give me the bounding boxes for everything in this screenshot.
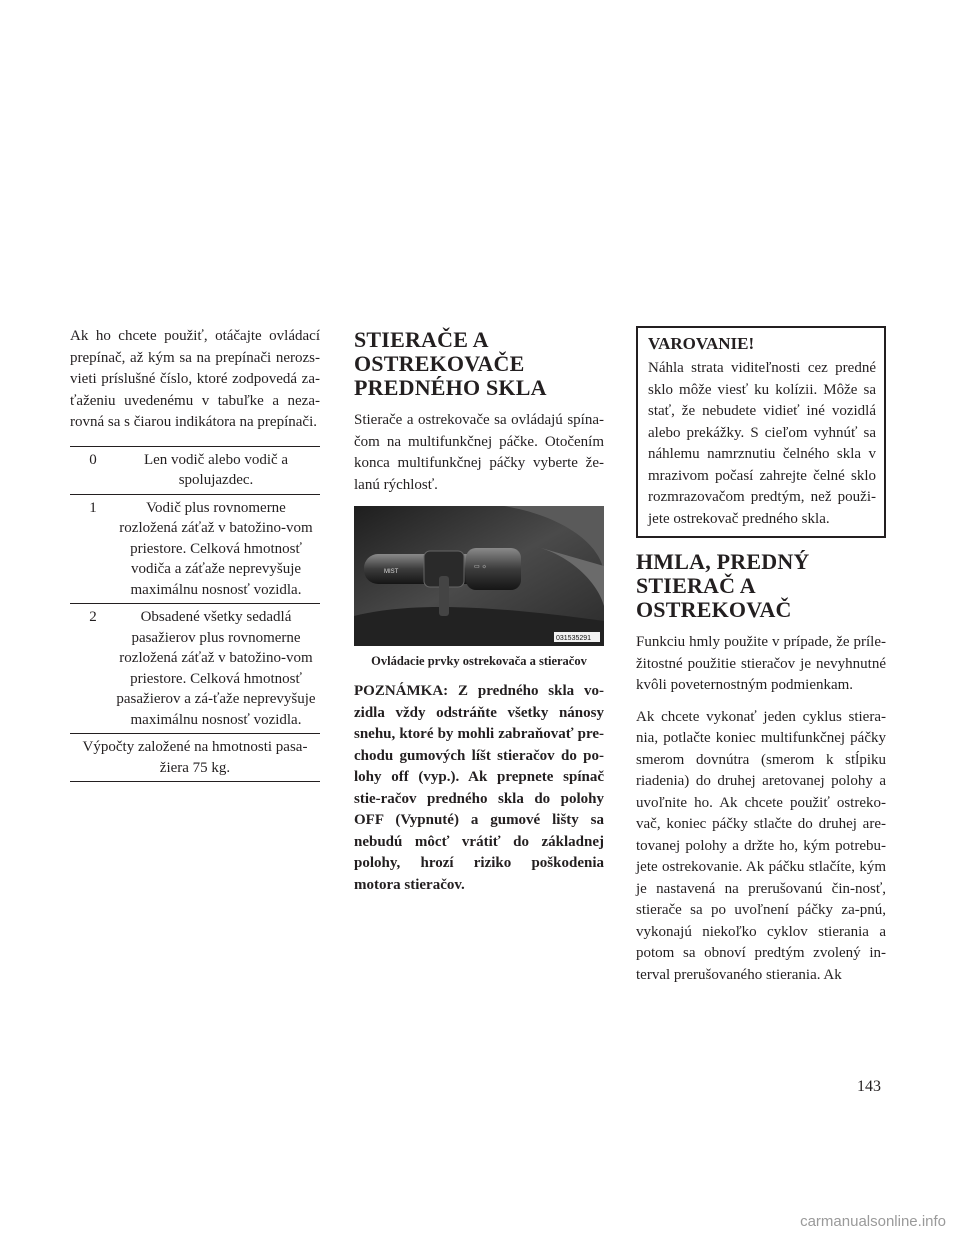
load-table xyxy=(70,446,320,783)
table-cell-num: 2 xyxy=(70,604,116,734)
figure-caption: Ovládacie prvky ostrekovača a stieračov xyxy=(371,654,587,668)
column-left xyxy=(70,326,320,782)
wipers-paragraph: Stierače a ostrekovače sa ovládajú spína-čom na multifunkčnej páčke. Otočením konca multifunkčnej páčky vyberte že-lanú rýchlosť. xyxy=(354,412,604,493)
section-heading-mist: HMLA, PREDNÝ STIERAČ A OSTREKOVAČ xyxy=(636,549,810,622)
column-middle xyxy=(354,326,604,906)
table-footer-row xyxy=(70,734,320,782)
section-heading-wipers: STIERAČE A OSTREKOVAČE PREDNÉHO SKLA xyxy=(354,327,547,400)
column-right xyxy=(636,326,886,996)
table-cell-desc: Vodič plus rovnomerne rozložená záťaž v batožino-vom priestore. Celková hmotnosť vodiča a záťaže neprevyšuje maximálnu nosnosť vozidla. xyxy=(116,494,320,604)
wiper-lever-photo xyxy=(354,506,604,646)
wipe-cycle-paragraph: Ak chcete vykonať jeden cyklus stiera-nia, potlačte koniec multifunkčnej páčky smerom dovnútra (smerom k stĺpiku riadenia) do druhej aretovanej polohy a uvoľnite ho. Ak chcete použiť ostreko-vač, koniec páčky stlačte do druhej are-tovanej polohy a držte ho, kým potrebu-jete ostrekovanie. Ak páčku stlačíte, kým je nastavená na prerušovanú čin-nosť, stierače sa po uvoľnení páčky za-pnú, vykonajú niekoľko cyklov stierania a potom sa obnoví predtým zvolený in-terval prerušovaného stierania. Ak xyxy=(636,708,886,983)
warning-text: Náhla strata viditeľnosti cez predné sklo môže viesť ku kolízii. Môže sa stať, že nebudete vidieť iné vozidlá alebo prekážky. S cieľom vyhnúť sa náhlemu namrznutiu čelného skla v mrazivom počasí zahrejte čelné sklo rozmrazovačom predtým, než použi-jete ostrekovač predného skla. xyxy=(648,360,876,527)
mist-paragraph: Funkciu hmly použite v prípade, že príle-žitostné použitie stieračov je nevyhnutné kvôli poveternostným podmienkam. xyxy=(636,634,886,693)
table-cell-num: 1 xyxy=(70,494,116,604)
table-row xyxy=(70,494,320,604)
warning-title: VAROVANIE! xyxy=(648,334,755,353)
wiper-lever-illustration xyxy=(354,506,604,646)
table-cell-desc: Len vodič alebo vodič a spolujazdec. xyxy=(116,446,320,494)
figure-code: 031535291 xyxy=(556,635,592,642)
watermark: carmanualsonline.info xyxy=(800,1213,946,1230)
warning-box xyxy=(636,326,886,538)
svg-text:MIST: MIST xyxy=(384,569,399,575)
intro-paragraph: Ak ho chcete použiť, otáčajte ovládací prepínač, až kým sa na prepínači nerozs-vieti príslušné číslo, ktoré zodpovedá za-ťaženiu uvedenému v tabuľke a neza-rovná sa s čiarou indikátora na prepínači. xyxy=(70,328,320,430)
table-row xyxy=(70,446,320,494)
table-cell-num: 0 xyxy=(70,446,116,494)
table-footer: Výpočty založené na hmotnosti pasa-žiera 75 kg. xyxy=(70,734,320,782)
table-cell-desc: Obsadené všetky sedadlá pasažierov plus rovnomerne rozložená záťaž v batožino-vom priestore. Celková hmotnosť pasažierov a zá-ťaže neprevyšuje maximálnu nosnosť vozidla. xyxy=(116,604,320,734)
note-paragraph: POZNÁMKA: Z predného skla vo-zidla vždy odstráňte všetky nánosy snehu, ktoré by mohli zabraňovať pre-chodu gumových líšt stieračov do po-lohy off (vyp.). Ak prepnete spínač stie-račov predného skla do polohy OFF (Vypnuté) a gumové lišty sa nebudú môcť vrátiť do základnej polohy, hrozí riziko poškodenia motora stieračov. xyxy=(354,683,604,893)
table-row xyxy=(70,604,320,734)
page-number: 143 xyxy=(857,1078,881,1095)
svg-text:▭ ☼: ▭ ☼ xyxy=(474,564,487,570)
